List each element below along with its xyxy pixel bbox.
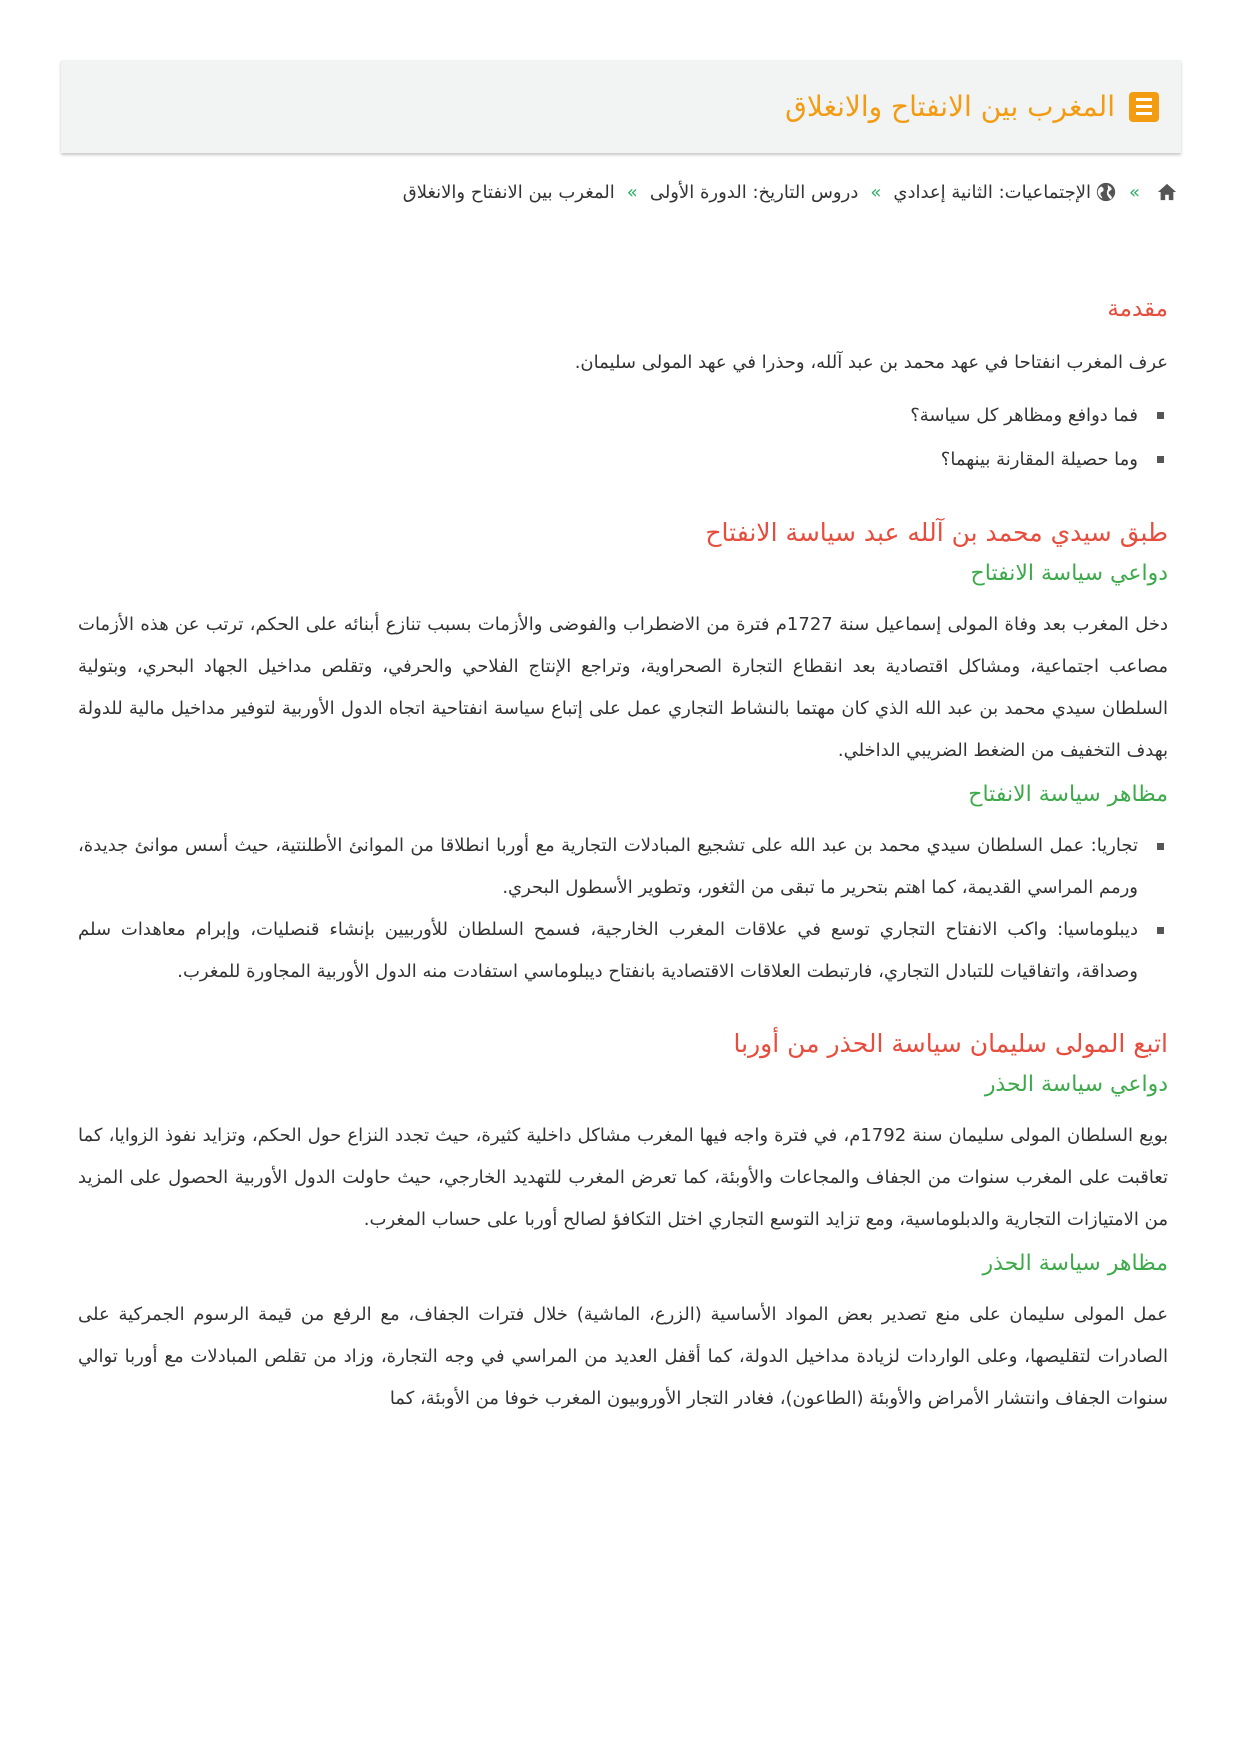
breadcrumb-item-history-lessons[interactable]: دروس التاريخ: الدورة الأولى — [649, 181, 859, 203]
list-item: تجاريا: عمل السلطان سيدي محمد بن عبد الله على تشجيع المبادلات التجارية مع أوربا انطلاقا من الموانئ الأطلنتية، حيث أسس موانئ جديدة، ورمم المراسي القديمة، كما اهتم بتحرير ما تبقى من الثغور، وتطوير الأسطول البحري. — [78, 825, 1168, 909]
caution-aspects-text: عمل المولى سليمان على منع تصدير بعض المواد الأساسية (الزرع، الماشية) خلال فترات الجفاف، مع الرفع من قيمة الرسوم الجمركية على الصادرات لتقليصها، وعلى الواردات لزيادة مداخيل الدولة، كما أقفل العديد من المراسي في وجه التجارة، وزاد من تقلص المبادلات مع أوربا توالي سنوات الجفاف وانتشار الأمراض والأوبئة (الطاعون)، فغادر التجار الأوروبيون المغرب خوفا من الأوبئة، كما — [78, 1304, 1168, 1409]
subsection-title-openness-aspects: مظاهر سياسة الانفتاح — [968, 782, 1168, 807]
breadcrumb — [403, 177, 1178, 207]
breadcrumb-item-social-studies[interactable]: الإجتماعيات: الثانية إعدادي — [893, 181, 1091, 203]
section-title-caution: اتبع المولى سليمان سياسة الحذر من أوربا — [733, 1029, 1168, 1058]
page-title: المغرب بين الانفتاح والانغلاق — [785, 90, 1115, 123]
intro-text: عرف المغرب انفتاحا في عهد محمد بن عبد آلله، وحذرا في عهد المولى سليمان. — [574, 352, 1168, 373]
subsection-title-caution-motives: دواعي سياسة الحذر — [984, 1072, 1168, 1097]
intro-questions — [78, 394, 1168, 482]
breadcrumb-separator: » — [626, 181, 638, 203]
home-icon[interactable] — [1156, 182, 1178, 202]
list-item: ديبلوماسيا: واكب الانفتاح التجاري توسع في علاقات المغرب الخارجية، فسمح السلطان للأوربيين بإنشاء قنصليات، وإبرام معاهدات سلم وصداقة، واتفاقيات للتبادل التجاري، فارتبطت العلاقات الاقتصادية بانفتاح ديبلوماسي استفادت منه الدول الأوربية المجاورة للمغرب. — [78, 909, 1168, 993]
openness-motives-text: دخل المغرب بعد وفاة المولى إسماعيل سنة 1727م فترة من الاضطراب والفوضى والأزمات بسبب تنازع أبنائه على الحكم، ترتب عن هذه الأزمات مصاعب اجتماعية، ومشاكل اقتصادية بعد انقطاع التجارة الصحراوية، وتراجع الإنتاج الفلاحي والحرفي، وتقلص مداخيل الجهاد البحري، وبتولية السلطان سيدي محمد بن عبد الله الذي كان مهتما بالنشاط التجاري عمل على إتباع سياسة انفتاحية اتجاه الدول الأوربية لتوفير مداخيل مالية للدولة بهدف التخفيف من الضغط الضريبي الداخلي. — [78, 614, 1168, 761]
document-icon — [1129, 92, 1159, 122]
subsection-title-openness-motives: دواعي سياسة الانفتاح — [970, 561, 1168, 586]
list-item: فما دوافع ومظاهر كل سياسة؟ — [78, 394, 1168, 438]
subsection-title-caution-aspects: مظاهر سياسة الحذر — [982, 1251, 1168, 1276]
breadcrumb-separator: » — [870, 181, 882, 203]
section-title-openness: طبق سيدي محمد بن آلله عبد سياسة الانفتاح — [705, 518, 1168, 547]
openness-aspects-list — [78, 825, 1168, 993]
list-item: وما حصيلة المقارنة بينهما؟ — [78, 438, 1168, 482]
caution-motives-text: بويع السلطان المولى سليمان سنة 1792م، في فترة واجه فيها المغرب مشاكل داخلية كثيرة، حيث تجدد النزاع حول الحكم، وتزايد نفوذ الزوايا، كما تعاقبت على المغرب سنوات من الجفاف والمجاعات والأوبئة، كما تعرض المغرب للتهديد الخارجي، حيث حاولت الدول الأوربية الحصول على المزيد من الامتيازات التجارية والدبلوماسية، ومع تزايد التوسع التجاري اختل التكافؤ لصالح أوربا على حساب المغرب. — [78, 1125, 1169, 1230]
globe-icon — [1095, 181, 1117, 203]
breadcrumb-item-current: المغرب بين الانفتاح والانغلاق — [402, 181, 615, 203]
lesson-content — [78, 296, 1168, 1430]
title-bar — [61, 60, 1181, 153]
breadcrumb-separator: » — [1128, 181, 1140, 203]
intro-title: مقدمة — [1107, 296, 1168, 322]
